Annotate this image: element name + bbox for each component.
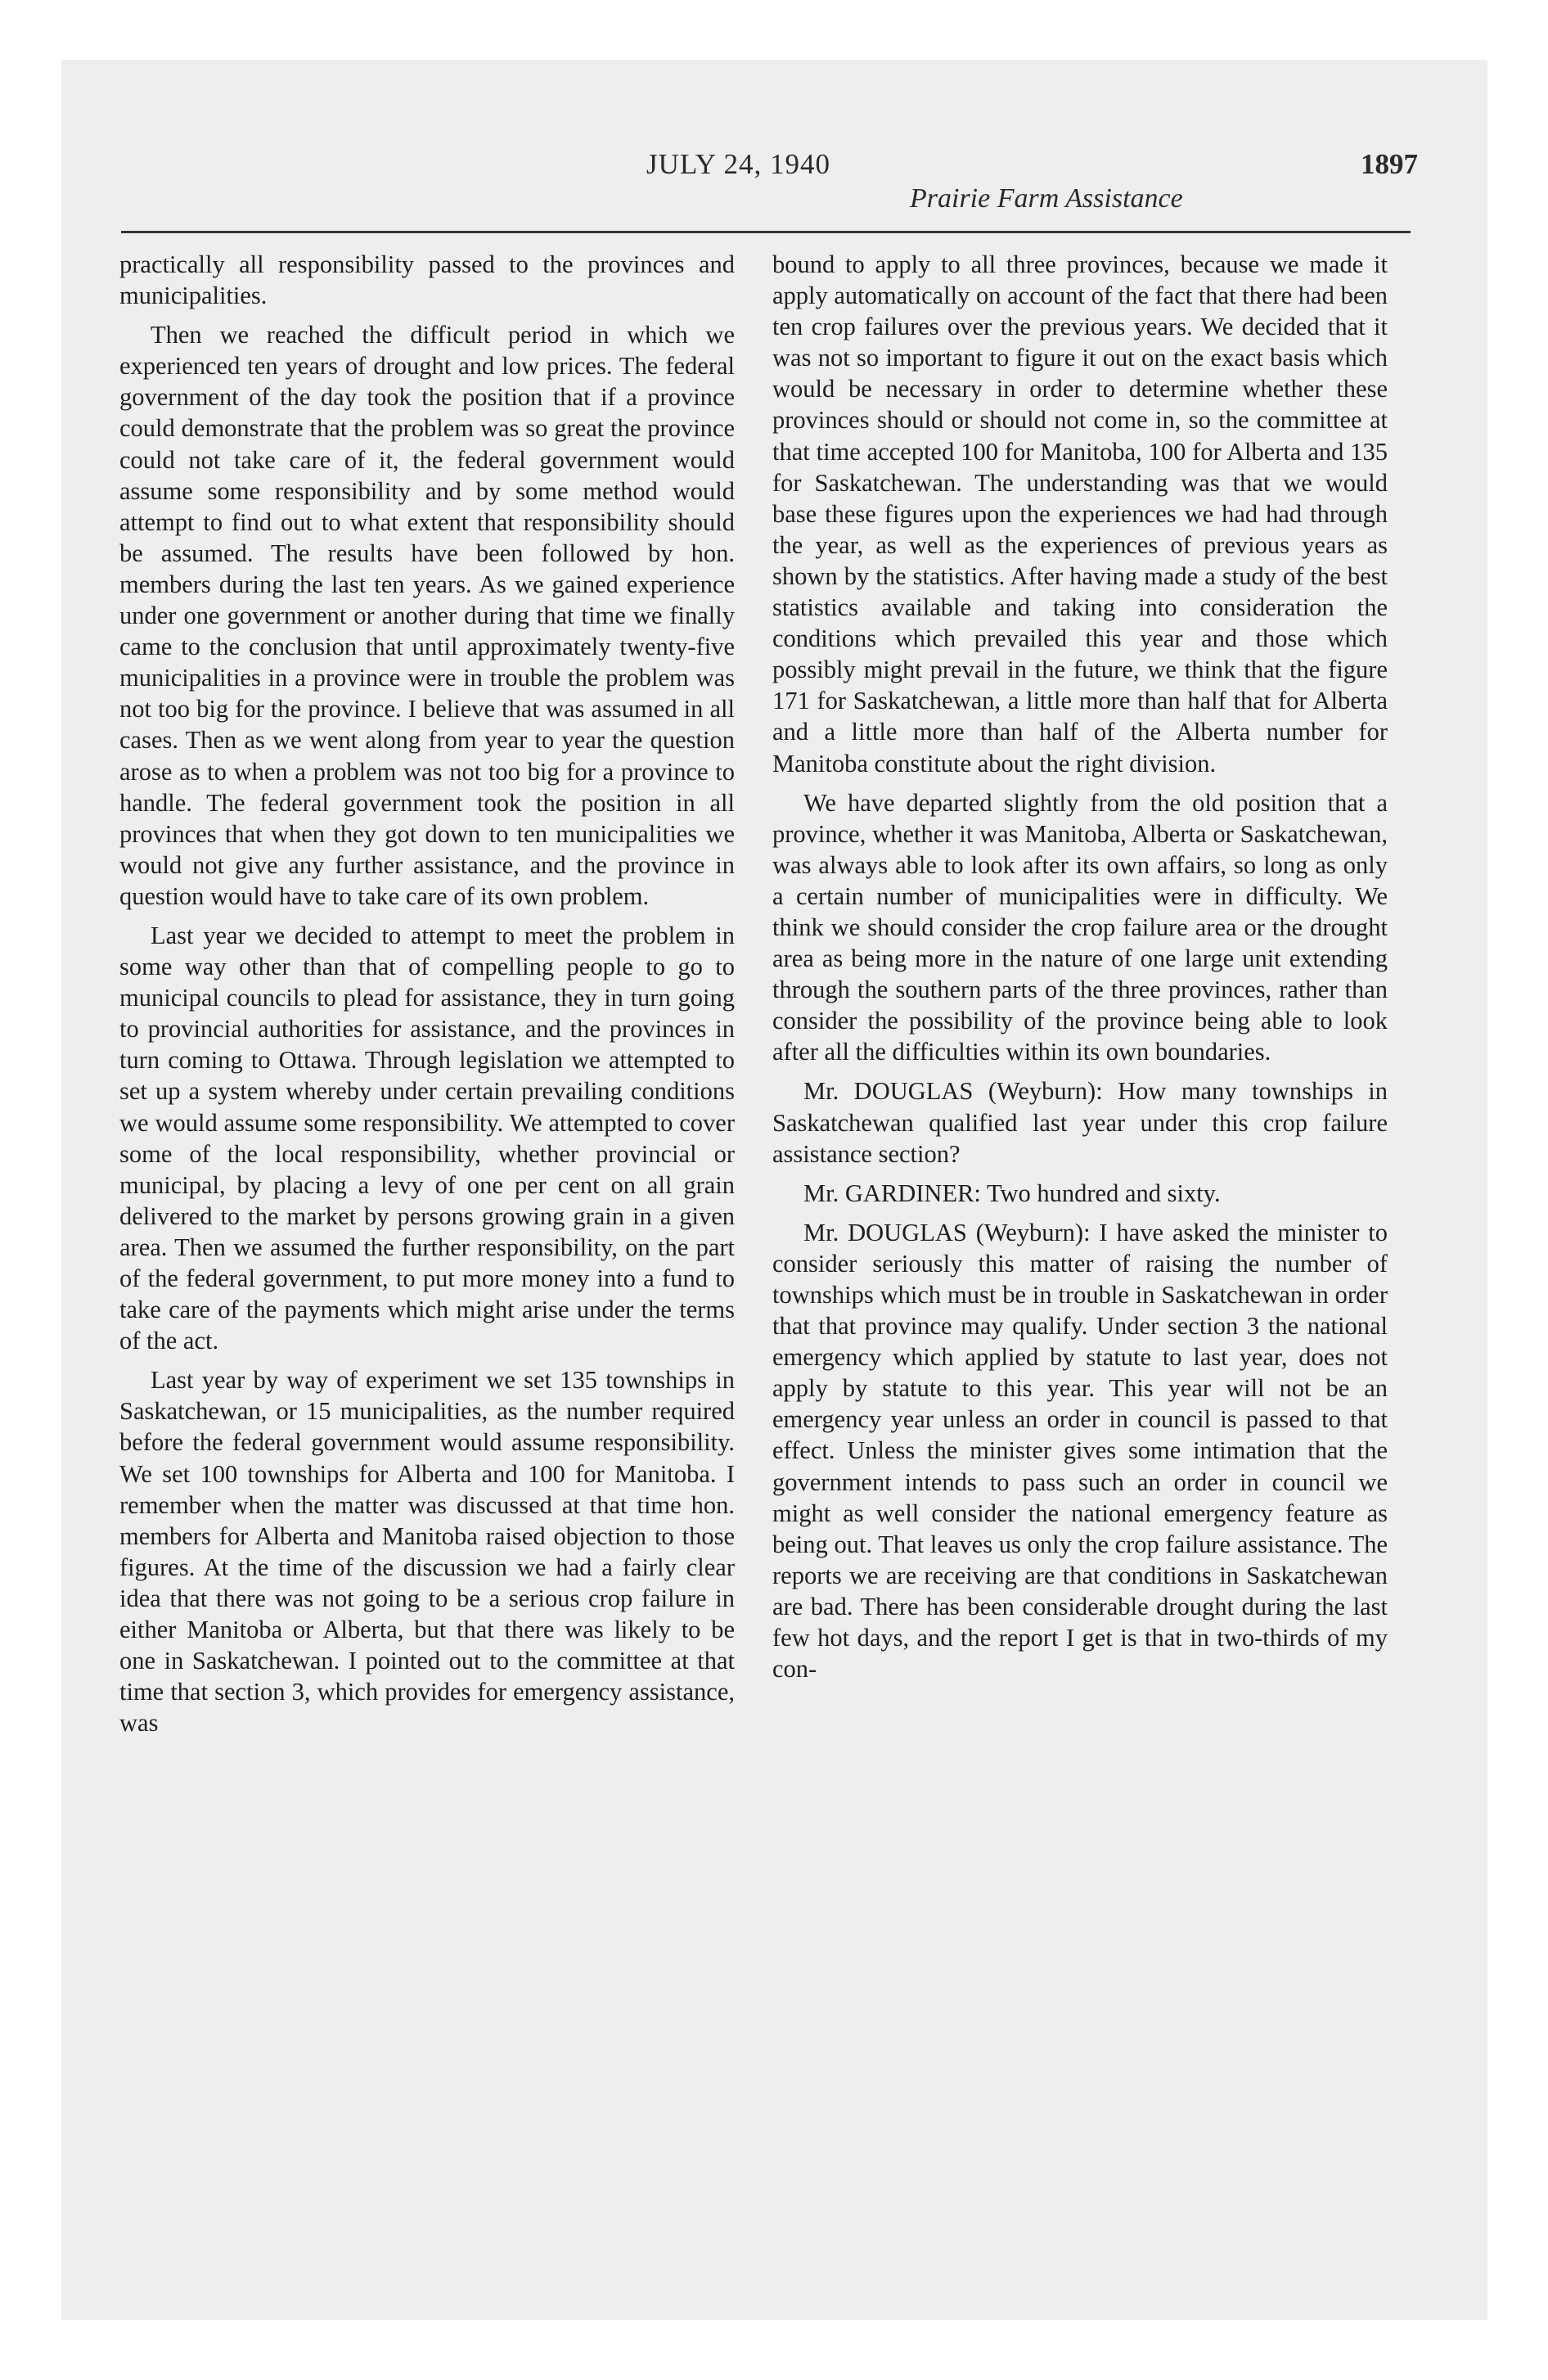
left-column	[119, 249, 735, 1747]
speech-douglas-question: Mr. DOUGLAS (Weyburn): How many townships in Saskatchewan qualified last year under this crop failure assistance section?	[772, 1077, 1388, 1168]
page-number: 1897	[1361, 148, 1418, 180]
speech-gardiner-answer: Mr. GARDINER: Two hundred and sixty.	[803, 1179, 1221, 1207]
paragraph: Last year by way of experiment we set 135 townships in Saskatchewan, or 15 municipalities, as the number required before the federal government would assume responsibility. We set 100 townships for Alberta and 100 for Manitoba. I remember when the matter was discussed at that time hon. members for Alberta and Manitoba raised objection to those figures. At the time of the discussion we had a fairly clear idea that there was not going to be a serious crop failure in either Manitoba or Alberta, but that there was likely to be one in Saskatchewan. I pointed out to the committee at that time that section 3, which provides for emergency assistance, was	[119, 1366, 735, 1738]
paragraph: bound to apply to all three provinces, because we made it apply automatically on account of the fact that there had been ten crop failures over the previous years. We decided that it was not so important to figure it out on the exact basis which would be necessary in order to determine whether these provinces should or should not come in, so the committee at that time accepted 100 for Manitoba, 100 for Alberta and 135 for Saskatchewan. The understanding was that we would base these figures upon the experiences we had had through the year, as well as the experiences of previous years as shown by the statistics. After having made a study of the best statistics available and taking into consideration the conditions which prevailed this year and those which possibly might prevail in the future, we think that the figure 171 for Saskatchewan, a little more than half that for Alberta and a little more than half of the Alberta number for Manitoba constitute about the right division.	[772, 250, 1388, 778]
running-head: Prairie Farm Assistance	[910, 183, 1183, 214]
paragraph: We have departed slightly from the old position that a province, whether it was Manitoba, Alberta or Saskatchewan, was always able to look after its own affairs, so long as only a certain number of municipalities were in difficulty. We think we should consider the crop failure area or the drought area as being more in the nature of one large unit extending through the southern parts of the three provinces, rather than consider the possibility of the province being able to look after all the difficulties within its own boundaries.	[772, 788, 1388, 1066]
paragraph: Last year we decided to attempt to meet the problem in some way other than that of compelling people to go to municipal councils to plead for assistance, they in turn going to provincial authorities for assistance, and the provinces in turn coming to Ottawa. Through legislation we attempted to set up a system whereby under certain prevailing conditions we would assume some responsibility. We attempted to cover some of the local responsibility, whether provincial or municipal, by placing a levy of one per cent on all grain delivered to the market by persons growing grain in a given area. Then we assumed the further responsibility, on the part of the federal government, to put more money into a fund to take care of the payments which might arise under the terms of the act.	[119, 921, 735, 1355]
header-rule	[121, 231, 1411, 233]
right-column	[772, 249, 1388, 1693]
speech-douglas: Mr. DOUGLAS (Weyburn): I have asked the minister to consider seriously this matter of raising the number of townships which must be in trouble in Saskatchewan in order that that province may qualify. Under section 3 the national emergency which applied by statute to last year, does not apply by statute to this year. This year will not be an emergency year unless an order in council is passed to that effect. Unless the minister gives some intimation that the government intends to pass such an order in council we might as well consider the national emergency feature as being out. That leaves us only the crop failure assistance. The reports we are receiving are that conditions in Saskatchewan are bad. There has been considerable drought during the last few hot days, and the report I get is that in two-thirds of my con-	[772, 1218, 1388, 1684]
paragraph: Then we reached the difficult period in which we experienced ten years of drought and low prices. The federal government of the day took the position that if a province could demonstrate that the problem was so great the province could not take care of it, the federal government would assume some responsibility and by some method would attempt to find out to what extent that responsibility should be assumed. The results have been followed by hon. members during the last ten years. As we gained experience under one government or another during that time we finally came to the conclusion that until approximately twenty-five municipalities in a province were in trouble the problem was not too big for the province. I believe that was assumed in all cases. Then as we went along from year to year the question arose as to when a problem was not too big for a province to handle. The federal government took the position in all provinces that when they got down to ten municipalities we would not give any further assistance, and the province in question would have to take care of its own problem.	[119, 321, 735, 910]
paragraph: practically all responsibility passed to the provinces and municipalities.	[119, 250, 735, 310]
header-date: JULY 24, 1940	[646, 148, 830, 180]
